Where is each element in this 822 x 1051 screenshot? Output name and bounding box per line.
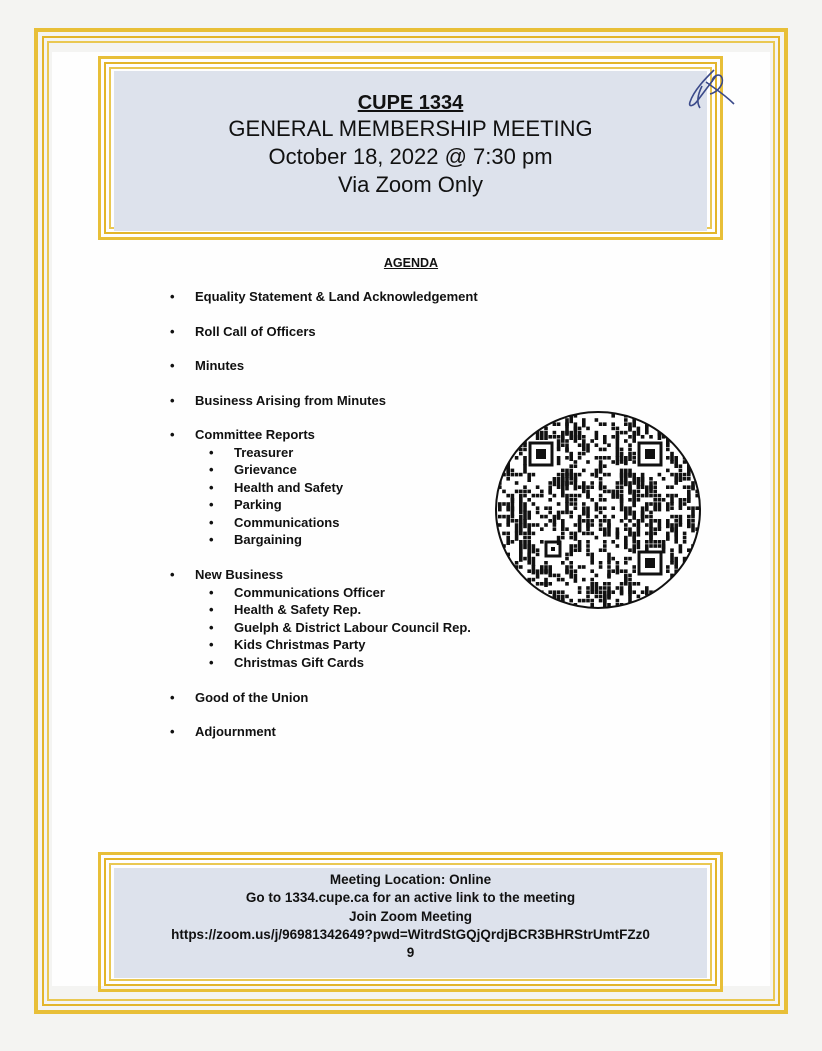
bullet-icon: • bbox=[209, 619, 214, 635]
bullet-icon: • bbox=[209, 637, 214, 653]
bullet-icon: • bbox=[209, 497, 214, 513]
agenda-item-label: Adjournment bbox=[195, 724, 276, 740]
agenda-subitem bbox=[166, 636, 586, 654]
bullet-icon: • bbox=[170, 427, 175, 442]
agenda-item-label: Minutes bbox=[195, 358, 245, 373]
agenda-heading: AGENDA bbox=[383, 256, 439, 270]
zoom-url-continued[interactable]: 9 bbox=[406, 945, 415, 961]
union-title: CUPE 1334 bbox=[357, 92, 464, 114]
bullet-icon: • bbox=[209, 654, 214, 670]
agenda-item bbox=[166, 689, 586, 707]
agenda-subitem-label: Christmas Gift Cards bbox=[234, 654, 365, 670]
meeting-location: Meeting Location: Online bbox=[329, 872, 492, 887]
zoom-url[interactable]: https://zoom.us/j/96981342649?pwd=WitrdStGQjQrdjBCR3BHRStrUmtFZz0 bbox=[171, 926, 650, 942]
bullet-icon: • bbox=[209, 462, 214, 478]
meeting-date-time: October 18, 2022 @ 7:30 pm bbox=[268, 144, 553, 169]
bullet-icon: • bbox=[209, 479, 214, 495]
bullet-icon: • bbox=[170, 323, 175, 339]
agenda-item bbox=[166, 357, 586, 375]
agenda-subitem-label: Health & Safety Rep. bbox=[234, 602, 362, 618]
meeting-name: GENERAL MEMBERSHIP MEETING bbox=[228, 116, 593, 141]
bullet-icon: • bbox=[209, 514, 214, 530]
bullet-icon: • bbox=[209, 602, 214, 618]
agenda-subitem-label: Health and Safety bbox=[234, 479, 344, 495]
meeting-venue: Via Zoom Only bbox=[337, 172, 484, 197]
agenda-item-label: Roll Call of Officers bbox=[195, 323, 316, 339]
agenda-subitem-label: Guelph & District Labour Council Rep. bbox=[234, 619, 471, 635]
agenda-subitem-label: Communications bbox=[234, 514, 340, 530]
agenda-item-label: Good of the Union bbox=[195, 689, 309, 705]
agenda-item bbox=[166, 323, 586, 341]
footer-box bbox=[114, 868, 707, 978]
bullet-icon: • bbox=[170, 567, 175, 583]
bullet-icon: • bbox=[209, 532, 214, 548]
bullet-icon: • bbox=[209, 584, 214, 600]
qr-code-icon[interactable] bbox=[494, 410, 702, 610]
agenda-subitem-label: Communications Officer bbox=[234, 584, 385, 600]
agenda-item bbox=[166, 723, 586, 741]
agenda-subitem bbox=[166, 654, 586, 672]
bullet-icon: • bbox=[170, 392, 175, 408]
bullet-icon: • bbox=[170, 724, 175, 740]
agenda-item bbox=[166, 392, 586, 410]
signature-icon bbox=[684, 64, 740, 114]
agenda-item-label: Committee Reports bbox=[195, 427, 315, 442]
bullet-icon: • bbox=[209, 444, 214, 460]
join-zoom-label: Join Zoom Meeting bbox=[349, 908, 472, 924]
agenda-item-label: New Business bbox=[195, 567, 284, 583]
agenda-subitem-label: Bargaining bbox=[234, 532, 302, 548]
agenda-subitem bbox=[166, 619, 586, 637]
agenda-item bbox=[166, 288, 586, 306]
bullet-icon: • bbox=[170, 689, 175, 705]
agenda-item-label: Equality Statement & Land Acknowledgement bbox=[195, 289, 478, 304]
bullet-icon: • bbox=[170, 289, 175, 304]
agenda-subitem-label: Kids Christmas Party bbox=[234, 637, 366, 653]
header-box bbox=[114, 71, 707, 231]
bullet-icon: • bbox=[170, 358, 175, 373]
agenda-subitem-label: Treasurer bbox=[234, 444, 294, 460]
link-instruction: Go to 1334.cupe.ca for an active link to the meeting bbox=[245, 890, 576, 906]
agenda-subitem-label: Parking bbox=[234, 497, 282, 513]
agenda-subitem-label: Grievance bbox=[234, 462, 297, 478]
agenda-item-label: Business Arising from Minutes bbox=[195, 392, 386, 408]
